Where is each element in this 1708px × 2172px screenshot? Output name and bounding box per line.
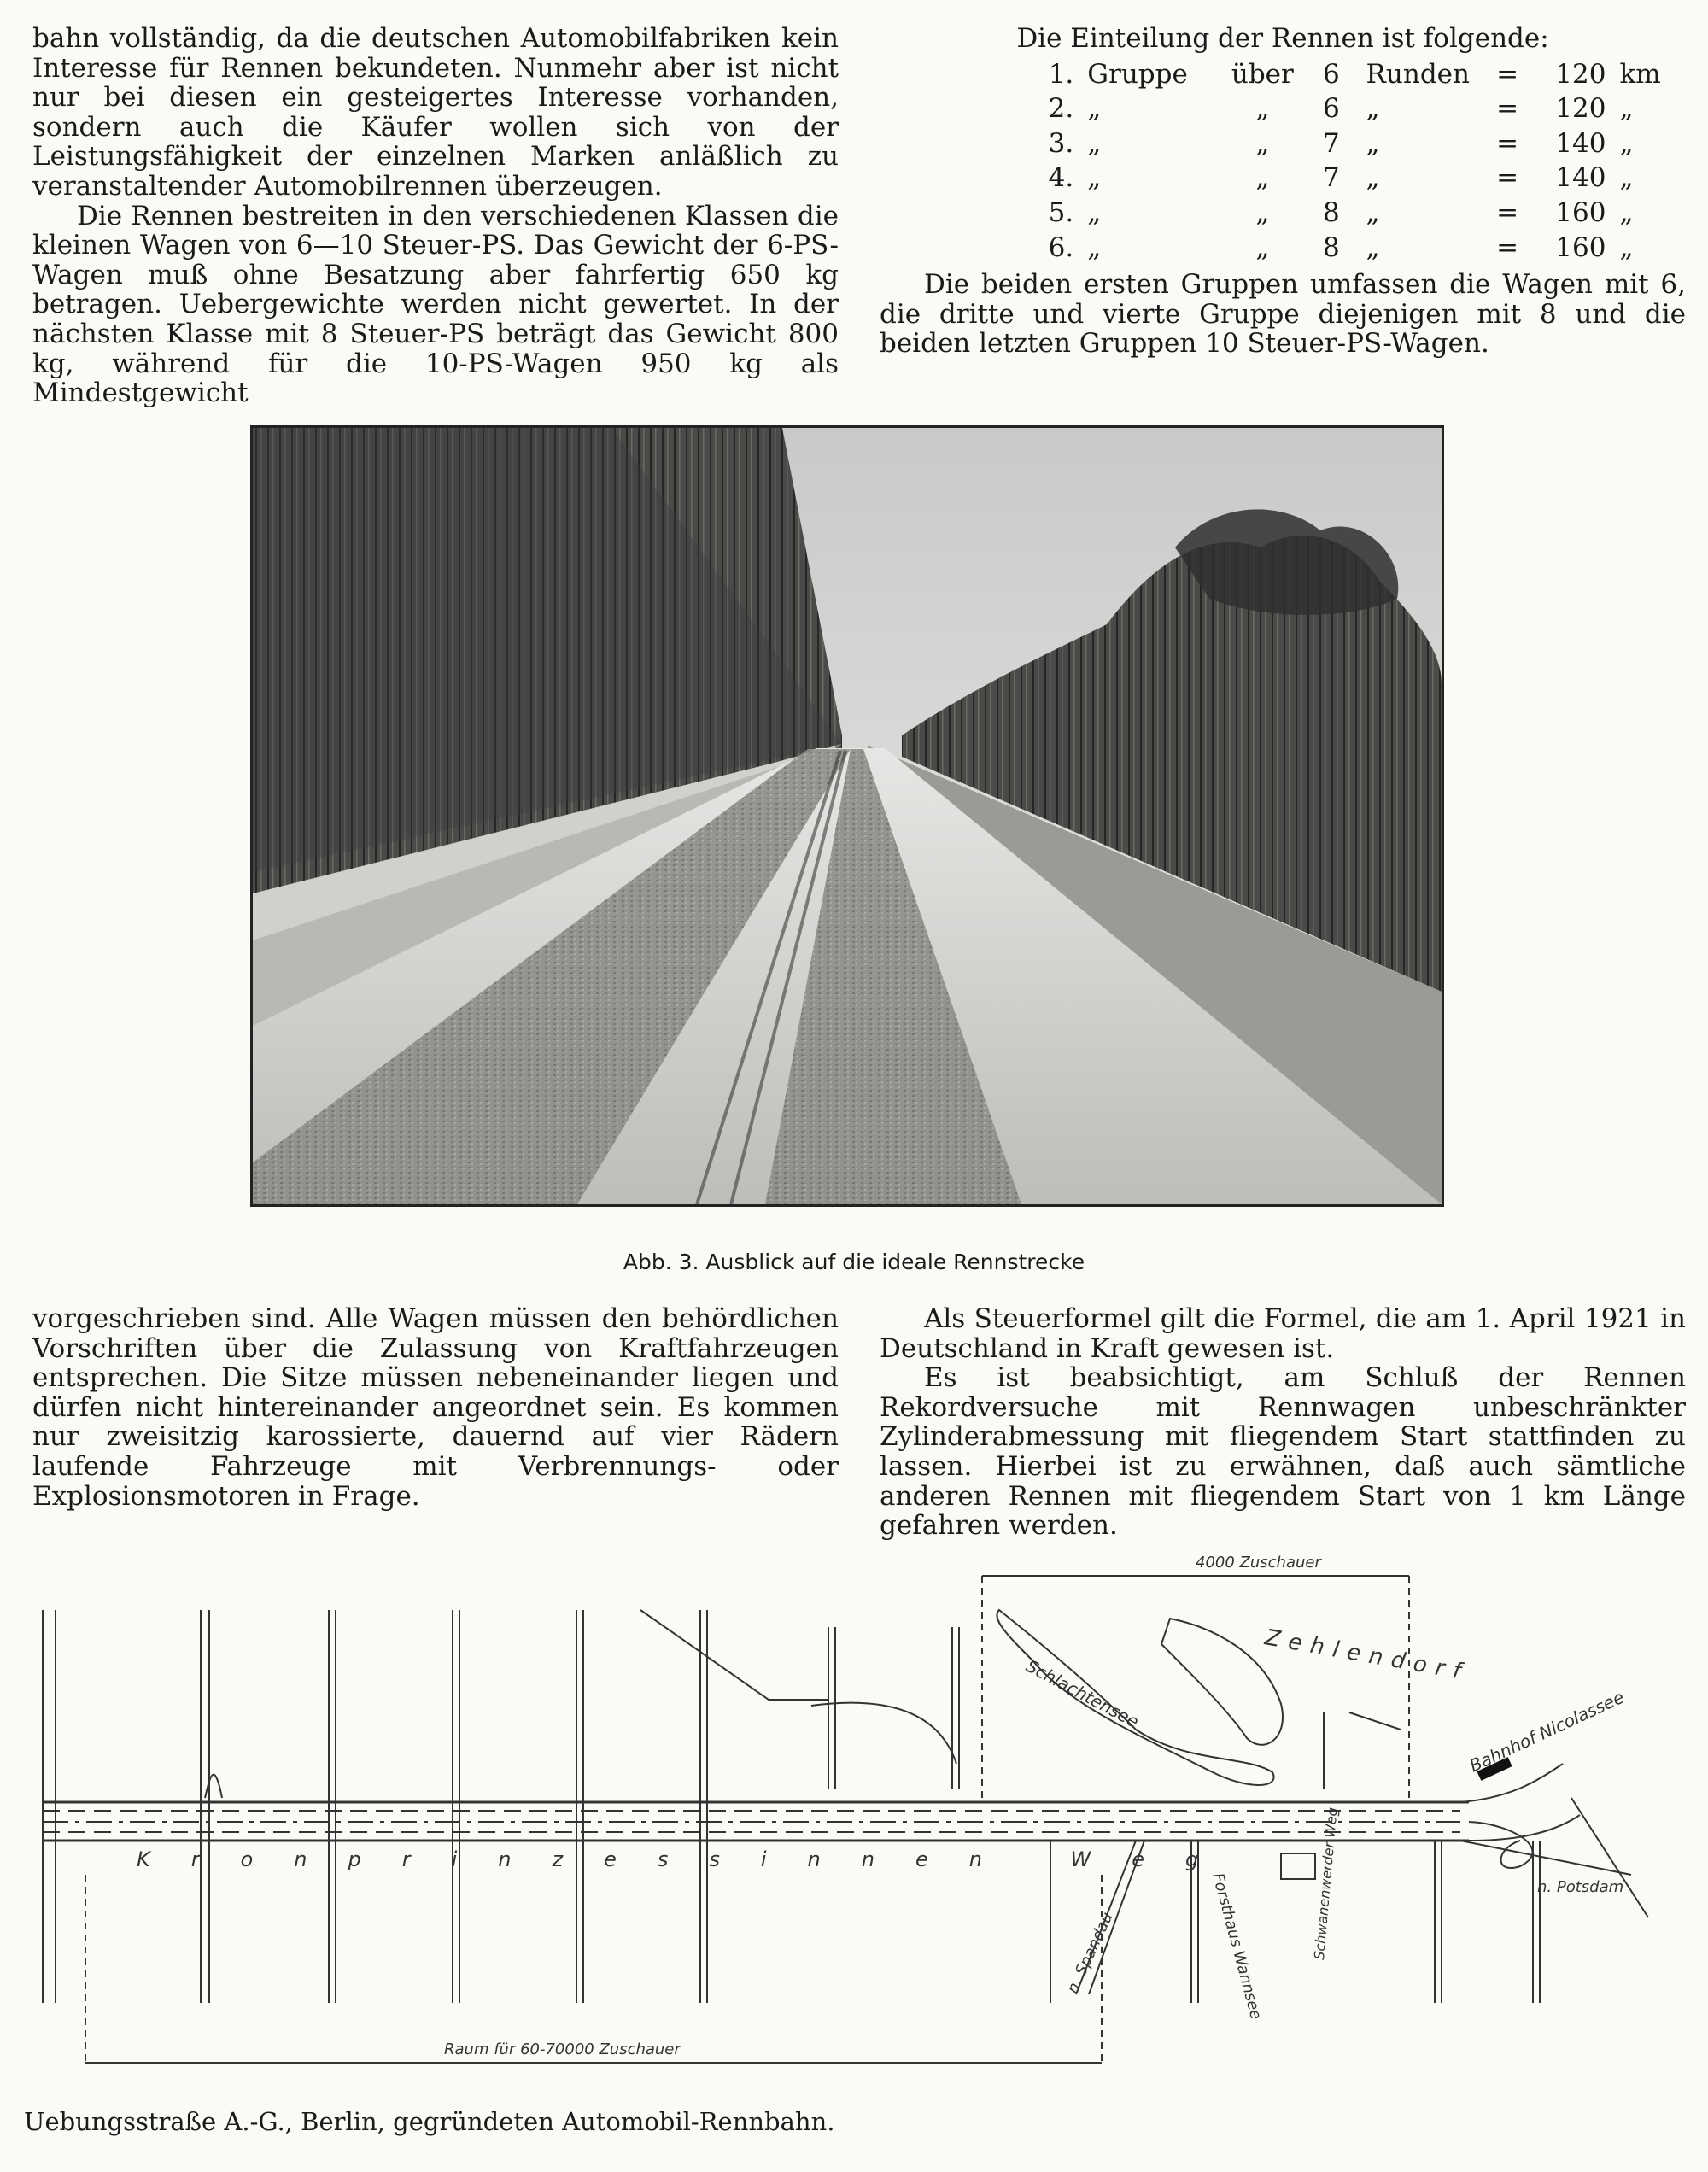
group-cell-label: „ — [1087, 231, 1102, 263]
group-cell-num: 6. — [1048, 231, 1074, 263]
map-label-zehlendorf: Zehlendorf — [1262, 1625, 1471, 1686]
group-cell-ueber: „ — [1255, 231, 1270, 263]
group-cell-label: „ — [1087, 162, 1102, 194]
group-row — [1016, 196, 1686, 231]
group-cell-num: 1. — [1048, 58, 1074, 90]
group-cell-rounds: 6 — [1323, 93, 1340, 125]
group-cell-km: 160 — [1555, 196, 1606, 228]
paragraph: vorgeschrieben sind. Alle Wagen müssen den behördlichen Vorschriften über die Zulassung von Kraftfahrzeugen entsprechen. Die Sitze müssen nebeneinander liegen und dürfen nicht hintereinander angeordnet sein. Es kommen nur zweisitzig karossierte, dauernd auf vier Rädern laufende Fahrzeuge mit Verbrennungs- oder Explosionsmotoren in Frage. — [32, 1303, 839, 1512]
map-label-bahnhof: Bahnhof Nicolassee — [1465, 1686, 1628, 1777]
group-cell-runden: Runden — [1366, 58, 1470, 90]
map-label-potsdam: n. Potsdam — [1537, 1878, 1624, 1896]
group-cell-runden: „ — [1366, 162, 1380, 194]
group-cell-km: 140 — [1555, 127, 1606, 159]
map-label-schwanenwerder: Schwanenwerder Weg — [1311, 1806, 1341, 1961]
group-cell-ueber: „ — [1255, 127, 1270, 159]
map-label-forsthaus: Forsthaus Wannsee — [1208, 1870, 1266, 2022]
group-row — [1016, 126, 1686, 161]
group-cell-runden: „ — [1366, 231, 1380, 263]
top-right-column — [880, 24, 1686, 359]
group-cell-km: 140 — [1555, 162, 1606, 194]
group-row — [1016, 91, 1686, 126]
group-cell-label: „ — [1087, 93, 1102, 125]
group-cell-runden: „ — [1366, 127, 1380, 159]
group-cell-rounds: 8 — [1323, 196, 1340, 228]
group-cell-eq: = — [1496, 127, 1519, 159]
groups-table — [1016, 57, 1686, 266]
group-row — [1016, 231, 1686, 266]
bottom-right-column — [880, 1304, 1686, 1541]
group-cell-rounds: 7 — [1323, 127, 1340, 159]
group-cell-label: „ — [1087, 127, 1102, 159]
road-photo — [250, 425, 1444, 1207]
group-cell-unit: km — [1619, 58, 1661, 90]
group-cell-unit: „ — [1619, 196, 1634, 228]
paragraph: Die Rennen bestreiten in den verschiedenen Klassen die kleinen Wagen von 6—10 Steuer-PS. Das Gewicht der 6-PS-Wagen muß ohne Besatzung aber fahrfertig 650 kg betragen. Uebergewichte werden nicht gewertet. In der nächsten Klasse mit 8 Steuer-PS beträgt das Gewicht 800 kg, während für die 10-PS-Wagen 950 kg als Mindestgewicht — [32, 200, 839, 409]
group-cell-eq: = — [1496, 162, 1519, 194]
group-cell-eq: = — [1496, 196, 1519, 228]
group-cell-unit: „ — [1619, 127, 1634, 159]
bottom-left-column — [32, 1304, 839, 1511]
group-row — [1016, 161, 1686, 196]
group-cell-runden: „ — [1366, 196, 1380, 228]
group-cell-ueber: „ — [1255, 93, 1270, 125]
group-cell-km: 120 — [1555, 58, 1606, 90]
group-cell-eq: = — [1496, 58, 1519, 90]
group-cell-km: 120 — [1555, 93, 1606, 125]
paragraph: Als Steuerformel gilt die Formel, die am 1. April 1921 in Deutschland in Kraft gewesen ist. — [880, 1303, 1686, 1364]
map-label-lake: Schlachtensee — [1022, 1655, 1143, 1732]
group-cell-runden: „ — [1366, 93, 1380, 125]
group-cell-ueber: „ — [1255, 162, 1270, 194]
groups-heading: Die Einteilung der Rennen ist folgende: — [1016, 23, 1549, 54]
top-left-column — [32, 24, 839, 408]
group-cell-num: 2. — [1048, 93, 1074, 125]
paragraph: bahn vollständig, da die deutschen Automobilfabriken kein Interesse für Rennen bekundeten. Nunmehr aber ist nicht nur bei diesen ein gesteigertes Interesse vorhanden, sondern auch die Käufer wollen sich von der Leistungsfähigkeit der einzelnen Marken anläßlich zu veranstaltender Automobilrennen überzeugen. — [32, 23, 839, 202]
photo-caption: Abb. 3. Ausblick auf die ideale Rennstrecke — [623, 1250, 1085, 1274]
group-cell-eq: = — [1496, 93, 1519, 125]
group-cell-rounds: 7 — [1323, 162, 1340, 194]
group-cell-unit: „ — [1619, 93, 1634, 125]
group-cell-label: „ — [1087, 196, 1102, 228]
group-cell-ueber: über — [1231, 58, 1294, 90]
group-cell-num: 3. — [1048, 127, 1074, 159]
map-label-spandau: n. Spandau — [1063, 1909, 1117, 1997]
map-label-spectators-bottom: Raum für 60-70000 Zuschauer — [444, 2040, 681, 2058]
group-cell-num: 4. — [1048, 162, 1074, 194]
racetrack-map — [17, 1516, 1691, 2097]
group-cell-eq: = — [1496, 231, 1519, 263]
group-cell-label: Gruppe — [1087, 58, 1188, 90]
paragraph: Die beiden ersten Gruppen umfassen die Wagen mit 6, die dritte und vierte Gruppe diejenigen mit 8 und die beiden letzten Gruppen 10 Steuer-PS-Wagen. — [880, 269, 1686, 360]
road-photo-image — [253, 428, 1442, 1204]
paragraph: Es ist beabsichtigt, am Schluß der Rennen Rekordversuche mit Rennwagen unbeschränkter Zylinderabmessung mit fliegendem Start stattfinden zu lassen. Hierbei ist zu erwähnen, daß auch sämtliche anderen Rennen mit fliegendem Start von 1 km Länge gefahren werden. — [880, 1362, 1686, 1542]
group-cell-ueber: „ — [1255, 196, 1270, 228]
group-cell-num: 5. — [1048, 196, 1074, 228]
footer-caption: Uebungsstraße A.-G., Berlin, gegründeten Automobil-Rennbahn. — [24, 2107, 835, 2136]
group-row — [1016, 57, 1686, 92]
group-cell-km: 160 — [1555, 231, 1606, 263]
group-cell-unit: „ — [1619, 231, 1634, 263]
map-label-road: Kronprinzessinnen Weg — [137, 1847, 1240, 1871]
group-cell-unit: „ — [1619, 162, 1634, 194]
group-cell-rounds: 6 — [1323, 58, 1340, 90]
group-cell-rounds: 8 — [1323, 231, 1340, 263]
map-label-spectators-top: 4000 Zuschauer — [1196, 1554, 1321, 1572]
